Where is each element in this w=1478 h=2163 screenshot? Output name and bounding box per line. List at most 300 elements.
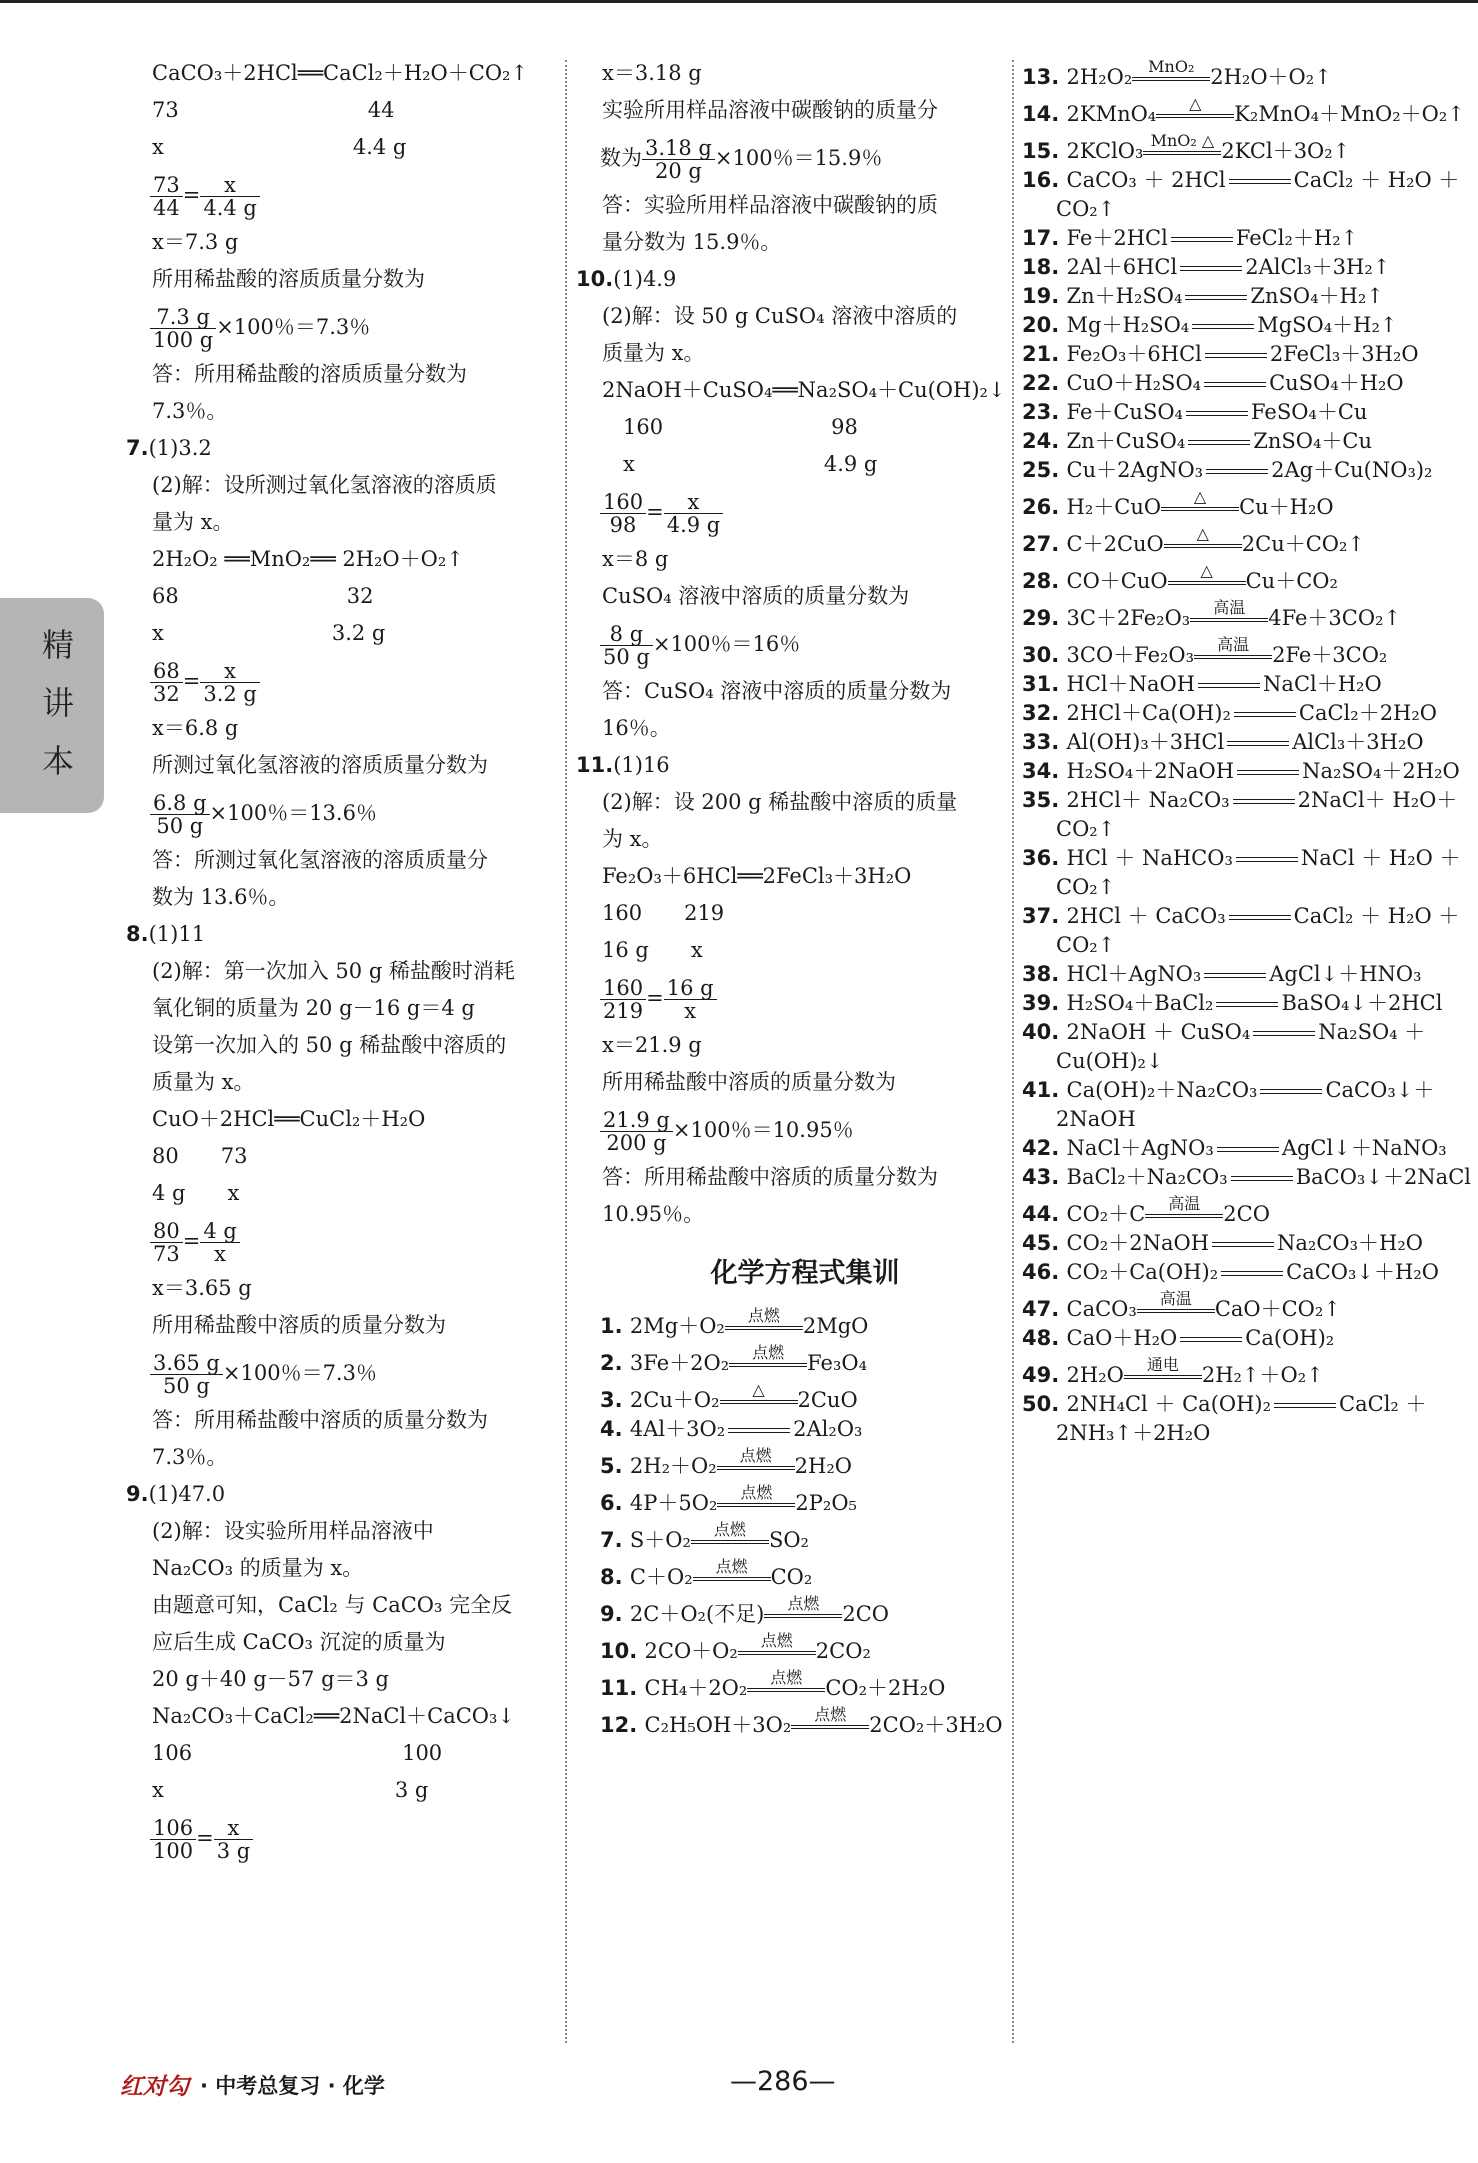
question-number: 9. [126,1482,149,1506]
reactants: 2HCl ＋ CaCO₃ [1066,904,1226,928]
column-divider [565,60,567,2043]
equation-number: 43. [1022,1165,1067,1189]
reactants: CaCO₃ [1066,1297,1137,1321]
equals-sign: = [182,183,201,207]
text-line: 为 x。 [602,827,663,851]
reaction-condition [1132,56,1210,84]
text-line: x 3.2 g [152,621,386,645]
question-line [576,747,1010,784]
equation-number: 3. [600,1388,630,1412]
equation-item [1022,1134,1462,1163]
text-line: 2H₂O₂ ══MnO₂══ 2H₂O＋O₂↑ [152,547,464,571]
condition-label: △ [1189,93,1202,113]
products: 2FeCl₃＋3H₂O [1269,342,1419,366]
reactants: 2HCl＋Ca(OH)₂ [1066,701,1231,725]
equation-number: 20. [1022,313,1067,337]
equals-bar [1124,1375,1202,1379]
answer-text: (1)47.0 [148,1482,226,1506]
products: K₂MnO₄＋MnO₂＋O₂↑ [1234,102,1465,126]
top-rule [0,0,1478,3]
text-line: 氧化铜的质量为 20 g－16 g＝4 g [152,996,475,1020]
reactants: HCl＋AgNO₃ [1066,962,1202,986]
equation-number: 19. [1022,284,1067,308]
denominator: x [214,1242,226,1266]
reactants: Cu＋2AgNO₃ [1066,458,1204,482]
condition-label: △ [752,1379,765,1399]
condition-label: 高温 [1213,597,1246,617]
text-line: 68 32 [152,584,374,608]
equation-number: 18. [1022,255,1067,279]
reactants: Fe₂O₃＋6HCl [1066,342,1202,366]
reaction-condition [717,1482,795,1510]
equation-number: 6. [600,1491,630,1515]
equation-continuation: CO₂↑ [1056,933,1116,957]
fraction [150,1817,196,1862]
equation-number: 37. [1022,904,1067,928]
reactants: Zn＋CuSO₄ [1066,429,1186,453]
condition-label: △ [1193,486,1207,506]
text-line: 所用稀盐酸中溶质的质量分数为 [152,1313,446,1337]
equation-number: 13. [1022,65,1067,89]
equals-bar [1234,712,1296,717]
condition-label: 点燃 [740,1482,773,1502]
fraction-line [600,615,1010,673]
fraction-line [150,166,560,224]
reaction-condition [691,1519,769,1547]
equals-bar [764,1614,842,1618]
products: Cu＋CO₂ [1245,569,1338,593]
text-line: 答：所用稀盐酸中溶质的质量分数为 [152,1408,488,1432]
equation-item [1022,960,1462,989]
products: BaSO₄↓＋2HCl [1281,991,1443,1015]
condition-label: 点燃 [713,1519,746,1539]
equation-number: 1. [600,1314,630,1338]
text-line: x＝21.9 g [602,1033,702,1057]
section-heading: 化学方程式集训 [710,1258,900,1289]
equation-number: 50. [1022,1392,1067,1416]
equals-sign: = [182,1229,201,1253]
text-line: x＝3.18 g [602,61,702,85]
equation-continuation: CO₂↑ [1056,197,1116,221]
footer [120,2068,1420,2108]
equation-continuation: 2NH₃↑＋2H₂O [1056,1421,1211,1445]
equals-bar [1156,114,1234,118]
text-line: 所用稀盐酸中溶质的质量分数为 [602,1070,896,1094]
equation-item [1022,1076,1462,1105]
text-line: (2)解：设 200 g 稀盐酸中溶质的质量 [602,790,958,814]
products: CuSO₄＋H₂O [1269,371,1404,395]
reactants: H₂SO₄＋BaCl₂ [1066,991,1214,1015]
equation-item [600,1304,1010,1341]
equals-bar [728,1428,790,1433]
text-line: x＝7.3 g [152,230,239,254]
reaction-condition [1190,597,1268,625]
fraction [600,977,646,1022]
denominator: 98 [609,513,637,537]
text-line: CuO＋2HCl══CuCl₂＋H₂O [152,1107,426,1131]
equation-item [1022,596,1462,633]
equals-bar [1185,295,1247,300]
reactants: H₂SO₄＋2NaOH [1066,759,1235,783]
products: CaCO₃↓＋H₂O [1286,1260,1439,1284]
equals-bar [717,1503,795,1507]
reactants: CO＋CuO [1066,569,1168,593]
equation-item [1022,1018,1462,1047]
reactants: CO₂＋C [1066,1202,1146,1226]
equation-item [1022,398,1462,427]
equation-item [1022,1390,1462,1419]
equals-bar [747,1688,825,1692]
denominator: 219 [603,999,644,1023]
equation-item [1022,92,1465,129]
text-line: 7.3％。 [152,1445,228,1469]
suffix-text: ×100％＝15.9％ [714,146,883,170]
text-line: (2)解：设 50 g CuSO₄ 溶液中溶质的 [602,304,958,328]
products: 2CO [842,1602,890,1626]
equals-bar [1198,683,1260,688]
equation-number: 42. [1022,1136,1067,1160]
reactants: HCl ＋ NaHCO₃ [1066,846,1233,870]
reactants: C₂H₅OH＋3O₂ [644,1713,792,1737]
text-line: x 4.9 g [602,452,878,476]
text-line: Na₂CO₃＋CaCl₂══2NaCl＋CaCO₃↓ [152,1704,516,1728]
equation-number: 33. [1022,730,1067,754]
equation-item [1022,1229,1462,1258]
text-line: 答：所用稀盐酸中溶质的质量分数为 [602,1165,938,1189]
text-line: 实验所用样品溶液中碳酸钠的质量分 [602,98,938,122]
equation-number: 38. [1022,962,1067,986]
products: CO₂＋2H₂O [825,1676,946,1700]
equation-number: 31. [1022,672,1067,696]
text-line: 答：所用稀盐酸的溶质质量分数为 [152,362,467,386]
equation-item [1022,129,1462,166]
products: Na₂SO₄＋2H₂O [1302,759,1460,783]
equation-number: 44. [1022,1202,1067,1226]
equals-sign: = [646,986,664,1010]
condition-label: 点燃 [814,1704,847,1724]
text-line: 7.3％。 [152,399,228,423]
reactants: 2C＋O₂(不足) [629,1602,765,1626]
condition-label: 点燃 [760,1630,793,1650]
equation-number: 32. [1022,701,1067,725]
fraction [200,660,260,705]
reactants: CuO＋H₂SO₄ [1066,371,1202,395]
column-divider [1012,60,1014,2043]
products: FeCl₂＋H₂↑ [1235,226,1359,250]
products: 2Cu＋CO₂↑ [1241,532,1366,556]
products: AgCl↓＋HNO₃ [1269,962,1422,986]
products: CaO＋CO₂↑ [1214,1297,1341,1321]
equals-bar [1145,1214,1223,1218]
fraction-line [150,1809,560,1867]
reactants: 3Fe＋2O₂ [629,1351,730,1375]
equation-item [1022,1353,1462,1390]
text-line: 质量为 x。 [152,1070,255,1094]
products: 2P₂O₅ [795,1491,857,1515]
equation-number: 28. [1022,569,1067,593]
question-number: 10. [576,267,614,291]
side-tab-char: 精 [42,626,75,664]
column-3 [1022,55,1471,1448]
products: CaCl₂ ＋ H₂O ＋ [1293,904,1460,928]
fraction-line [600,483,1010,541]
fraction [200,1220,239,1265]
equation-list-1 [600,1304,1010,1740]
numerator: 8 g [600,623,653,646]
equals-bar [1231,1176,1293,1181]
condition-label: 高温 [1159,1288,1192,1308]
equation-number: 39. [1022,991,1067,1015]
equation-number: 21. [1022,342,1067,366]
reaction-condition [720,1379,798,1407]
reaction-condition [1168,560,1246,588]
answer-text: (1)16 [613,753,670,777]
text-line: 数为 13.6％。 [152,885,290,909]
text-line: (2)解：设所测过氧化氢溶液的溶质质 [152,473,497,497]
text-line: 所用稀盐酸的溶质质量分数为 [152,267,425,291]
equals-bar [729,1363,807,1367]
reactants: 2HCl＋ Na₂CO₃ [1066,788,1230,812]
equation-item [600,1629,1010,1666]
denominator: 50 g [603,645,650,669]
denominator: 4.4 g [203,196,257,220]
products: 2H₂O [794,1454,852,1478]
fraction-line [150,1344,560,1402]
question-line [126,916,560,953]
products: CaCl₂ ＋ [1339,1392,1427,1416]
equation-number: 8. [600,1565,630,1589]
reactants: CH₄＋2O₂ [644,1676,748,1700]
condition-label: MnO₂ △ [1150,130,1215,150]
fraction [150,1352,223,1397]
text-line: x 4.4 g [152,135,407,159]
reactants: 2KMnO₄ [1066,102,1157,126]
products: 2H₂O＋O₂↑ [1210,65,1332,89]
condition-label: △ [1200,560,1213,580]
equation-item [600,1341,1010,1378]
equation-item [1022,427,1462,456]
fraction-line [150,652,560,710]
reaction-condition [747,1667,825,1695]
reactants: Fe＋2HCl [1066,226,1168,250]
equals-bar [1204,382,1266,387]
reaction-condition [1164,523,1242,551]
text-line: 160 219 [602,901,725,925]
text-line: CuSO₄ 溶液中溶质的质量分数为 [602,584,910,608]
condition-label: 点燃 [770,1667,803,1687]
equals-bar [1180,1337,1242,1342]
equation-number: 17. [1022,226,1067,250]
answer-text: (1)4.9 [613,267,677,291]
reactants: 2H₂O [1066,1363,1124,1387]
equals-sign: = [646,500,664,524]
condition-label: 高温 [1217,634,1250,654]
question-number: 8. [126,922,149,946]
equation-number: 35. [1022,788,1067,812]
equals-bar [1137,1309,1215,1313]
equals-bar [1205,353,1267,358]
products: BaCO₃↓＋2NaCl [1295,1165,1471,1189]
equation-number: 16. [1022,168,1067,192]
equation-item [1022,1192,1462,1229]
fraction [150,1220,183,1265]
denominator: 20 g [655,159,702,183]
equals-bar [1143,151,1221,155]
reactants: Mg＋H₂SO₄ [1066,313,1190,337]
reaction-condition [1156,93,1234,121]
text-line: x＝3.65 g [152,1276,252,1300]
products: FeSO₄＋Cu [1250,400,1368,424]
reactants: H₂＋CuO [1066,495,1162,519]
fraction-line [600,129,1010,187]
equation-continuation: Cu(OH)₂↓ [1056,1049,1164,1073]
suffix-text: ×100％＝16％ [652,632,801,656]
text-line: 所测过氧化氢溶液的溶质质量分数为 [152,753,488,777]
reactants: BaCl₂＋Na₂CO₃ [1066,1165,1228,1189]
products: 4Fe＋3CO₂↑ [1268,606,1402,630]
text-line: 73 44 [152,98,395,122]
equation-item [1022,559,1462,596]
equals-bar [1161,507,1239,511]
equation-item [1022,844,1462,873]
fraction [150,660,183,705]
equation-item [1022,311,1462,340]
equation-number: 12. [600,1713,645,1737]
numerator: 80 [150,1220,183,1243]
products: ZnSO₄＋Cu [1253,429,1372,453]
reaction-condition [1145,1193,1223,1221]
equation-continuation: CO₂↑ [1056,817,1116,841]
reactants: 2Al＋6HCl [1066,255,1178,279]
equation-continuation: 2NaOH [1056,1107,1136,1131]
equation-number: 23. [1022,400,1067,424]
equation-item [1022,224,1462,253]
equation-item [1022,282,1462,311]
text-line: 20 g＋40 g－57 g＝3 g [152,1667,389,1691]
products: CaCl₂ ＋ H₂O ＋ [1293,168,1460,192]
reactants: 4P＋5O₂ [629,1491,718,1515]
reactants: CO₂＋Ca(OH)₂ [1066,1260,1219,1284]
numerator: x [200,660,260,683]
reaction-condition [1124,1354,1202,1382]
condition-label: 点燃 [747,1305,780,1325]
equation-item [1022,1287,1462,1324]
text-line: 4 g x [152,1181,240,1205]
equation-number: 47. [1022,1297,1067,1321]
side-tab-char: 本 [42,742,75,780]
equation-number: 49. [1022,1363,1067,1387]
text-line: 由题意可知，CaCl₂ 与 CaCO₃ 完全反 [152,1593,513,1617]
equals-bar [791,1725,869,1729]
text-line: 2NaOH＋CuSO₄══Na₂SO₄＋Cu(OH)₂↓ [602,378,1006,402]
equation-item [1022,340,1462,369]
equation-item [600,1518,1010,1555]
equation-number: 14. [1022,102,1067,126]
book-subtitle: · 中考总复习 · 化学 [200,2074,385,2098]
equation-number: 27. [1022,532,1067,556]
denominator: x [684,999,697,1023]
fraction [664,491,724,536]
equation-number: 30. [1022,643,1067,667]
equation-number: 46. [1022,1260,1067,1284]
equals-bar [1190,618,1268,622]
equation-item [1022,633,1462,670]
reactants: CaO＋H₂O [1066,1326,1178,1350]
numerator: 106 [150,1817,196,1840]
equals-bar [1217,1147,1279,1152]
equals-bar [1171,237,1233,242]
answer-text: (1)3.2 [148,436,212,460]
reaction-condition [717,1445,795,1473]
equation-item [1022,1324,1462,1353]
equals-bar [1274,1403,1336,1408]
equation-item [1022,522,1462,559]
fraction [150,174,183,219]
reactants: 3C＋2Fe₂O₃ [1066,606,1191,630]
reactants: 2CO＋O₂ [644,1639,738,1663]
reactants: 2Cu＋O₂ [629,1388,720,1412]
fraction [600,1109,673,1154]
reaction-condition [791,1704,869,1732]
condition-label: 通电 [1146,1354,1179,1374]
equals-bar [1206,469,1268,474]
column-2 [576,55,1010,1740]
equals-bar [1192,324,1254,329]
equation-number: 15. [1022,139,1067,163]
numerator: 6.8 g [150,792,210,815]
denominator: 100 [153,1839,194,1863]
equation-item [1022,485,1462,522]
equals-bar [1260,1089,1322,1094]
equation-item [1022,728,1462,757]
side-tab-char: 讲 [42,684,75,722]
equation-item [600,1481,1010,1518]
reactants: C＋O₂ [629,1565,693,1589]
products: Ca(OH)₂ [1245,1326,1335,1350]
text-line: CaCO₃＋2HCl══CaCl₂＋H₂O＋CO₂↑ [152,61,529,85]
products: 2KCl＋3O₂↑ [1221,139,1351,163]
numerator: 68 [150,660,183,683]
suffix-text: ×100％＝13.6％ [209,801,377,825]
reactants: CaCO₃ ＋ 2HCl [1066,168,1226,192]
condition-label: △ [1196,523,1209,543]
equation-number: 22. [1022,371,1067,395]
question-line [126,1476,560,1513]
reaction-condition [729,1342,807,1370]
question-line [576,261,1010,298]
equals-sign: = [182,669,201,693]
suffix-text: ×100％＝7.3％ [216,315,371,339]
text-line: 16 g x [602,938,703,962]
fraction [200,174,260,219]
equals-bar [1237,770,1299,775]
equals-bar [1188,440,1250,445]
reactants: 2NaOH ＋ CuSO₄ [1066,1020,1251,1044]
equals-bar [1253,1031,1315,1036]
products: 2Al₂O₃ [793,1417,863,1441]
numerator: 21.9 g [600,1109,673,1132]
side-tab [0,598,104,813]
reaction-condition [764,1593,842,1621]
equation-item [600,1555,1010,1592]
products: AgCl↓＋NaNO₃ [1281,1136,1447,1160]
equation-number: 5. [600,1454,630,1478]
equation-number: 29. [1022,606,1067,630]
equation-item [600,1703,1010,1740]
text-line: 答：所测过氧化氢溶液的溶质质量分 [152,848,488,872]
equation-item [1022,1163,1471,1192]
equals-sign: = [196,1826,214,1850]
